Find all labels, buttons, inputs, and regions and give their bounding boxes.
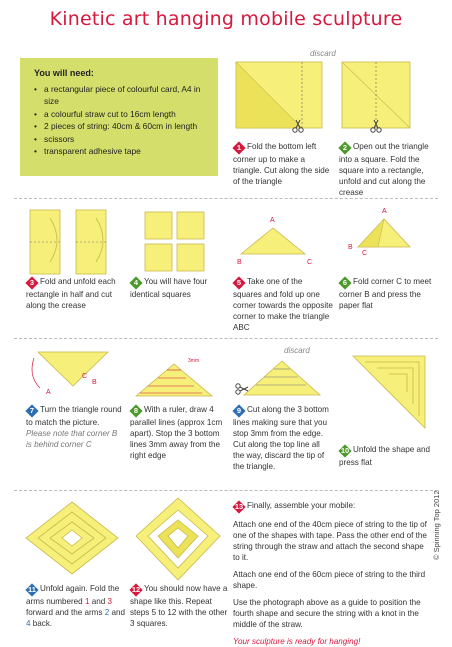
step1-illustration: [230, 48, 336, 138]
arm-number: 4: [26, 619, 31, 628]
step-12: [130, 583, 228, 629]
step4-illustration: [145, 212, 215, 276]
step-text: You will have four identical squares: [130, 277, 208, 299]
discard-label: discard: [310, 49, 336, 58]
step3-illustration: [30, 210, 120, 276]
divider: [14, 490, 438, 491]
paper-triangle: [241, 228, 305, 254]
materials-box: [20, 58, 218, 176]
step-text: back.: [32, 619, 53, 628]
step-text: and: [111, 608, 126, 617]
step-5: [233, 276, 333, 333]
step-13: [233, 500, 429, 647]
step-text: Fold and unfold each rectangle in half and cut along the crease: [26, 277, 116, 310]
copyright-notice: © Spinning Top 2012: [432, 490, 441, 560]
arm-number: 1: [84, 597, 90, 606]
step-text: Take one of the squares and fold up one corner towards the opposite corner to make the triangle ABC: [233, 277, 333, 332]
step-text: Unfold again. Fold the arms numbered: [26, 584, 120, 606]
step2-illustration: [340, 58, 430, 138]
corner-label-c: C: [307, 259, 313, 266]
step-number-badge: 2: [339, 142, 351, 154]
gap-label: 3mm: [188, 358, 200, 364]
final-note: Your sculpture is ready for hanging!: [233, 637, 361, 646]
materials-item: • transparent adhesive tape: [34, 145, 208, 158]
materials-item: • a rectangular piece of colourful card, A4 in size: [34, 83, 208, 108]
corner-label-b: B: [237, 259, 242, 266]
step-number-badge: 4: [130, 277, 142, 289]
discard-label: discard: [284, 346, 310, 355]
step-text: Unfold the shape and press flat: [339, 445, 430, 467]
step-4: [130, 276, 220, 300]
corner-label-c: C: [362, 250, 368, 257]
step-2: [339, 141, 439, 198]
step-number-badge: 7: [26, 405, 38, 417]
materials-item: • a colourful straw cut to 16cm length: [34, 108, 208, 121]
step-number-badge: 6: [339, 277, 351, 289]
step6-illustration: [340, 205, 420, 265]
step-number-badge: 1: [233, 142, 245, 154]
step-note: Please note that corner B is behind corner C: [26, 429, 118, 449]
arm-number: 3: [107, 597, 112, 606]
step-text: You should now have a shape like this. Repeat steps 5 to 12 with the other 3 squares.: [130, 584, 228, 628]
step7-illustration: [28, 348, 118, 398]
corner-label-a: A: [46, 389, 51, 396]
paper-square: [177, 244, 204, 271]
paper-shape: [353, 356, 425, 428]
step-1: [233, 141, 333, 187]
divider: [14, 338, 438, 339]
step5-illustration: [233, 212, 323, 268]
materials-list: [34, 83, 208, 158]
step9-illustration: [232, 345, 332, 403]
corner-label-a: A: [382, 208, 387, 215]
paper-square: [177, 212, 204, 239]
paper-square: [145, 244, 172, 271]
step-number-badge: 13: [234, 502, 244, 511]
step-paragraph: Attach one end of the 60cm piece of string to the third shape.: [233, 570, 426, 590]
step-paragraph: Attach one end of the 40cm piece of string to the tip of one of the shapes with tape. Pass the other end of the string through the straw and attach the second shape to it.: [233, 520, 427, 562]
materials-item: • 2 pieces of string: 40cm & 60cm in length: [34, 120, 208, 133]
paper-triangle: [244, 361, 320, 395]
step-9: [233, 404, 333, 472]
materials-heading: You will need:: [34, 68, 94, 78]
paper-triangle: [38, 352, 108, 386]
step-11: [26, 583, 126, 629]
step-text: Finally, assemble your mobile:: [247, 501, 356, 510]
corner-label-c: C: [82, 373, 88, 380]
step-number-badge: 11: [26, 584, 38, 596]
corner-label-b: B: [348, 244, 353, 251]
step-number-badge: 9: [233, 405, 245, 417]
step-number-badge: 5: [233, 277, 245, 289]
arm-number: 2: [104, 608, 110, 617]
paper-square: [145, 212, 172, 239]
corner-label-a: A: [270, 217, 275, 224]
step-10: [339, 444, 439, 468]
step-number-badge: 8: [130, 405, 142, 417]
step-8: [130, 404, 225, 461]
step-number-badge: 12: [131, 585, 141, 594]
materials-item: • scissors: [34, 133, 208, 146]
step-7: [26, 404, 124, 450]
step11-illustration: [22, 500, 122, 576]
step-text: Turn the triangle round to match the picture.: [26, 405, 122, 427]
step10-illustration: [345, 352, 435, 442]
step-text: Fold the bottom left corner up to make a triangle. Cut along the side of the triangle: [233, 142, 330, 186]
step8-illustration: [130, 360, 220, 402]
step-text: Open out the triangle into a square. Fold the square into a rectangle, unfold and cut along the crease: [339, 142, 429, 197]
step-paragraph: Use the photograph above as a guide to position the fourth shape and secure the string with a knot in the middle of the straw.: [233, 598, 421, 629]
corner-label-b: B: [92, 379, 97, 386]
paper-triangle: [136, 364, 212, 396]
step-number-badge: 10: [340, 446, 350, 455]
step-text: forward and the arms: [26, 608, 103, 617]
step-3: [26, 276, 126, 311]
step-text: Cut along the 3 bottom lines making sure that you stop 3mm from the edge. Cut along the top line all the way, discard the tip of the triangle.: [233, 405, 329, 471]
step-text: Fold corner C to meet corner B and press the paper flat: [339, 277, 432, 310]
divider: [14, 198, 438, 199]
step-text: and: [91, 597, 106, 606]
turn-arrow: [32, 358, 40, 388]
page-title: Kinetic art hanging mobile sculpture: [49, 8, 403, 30]
step-number-badge: 3: [26, 277, 38, 289]
step-text: With a ruler, draw 4 parallel lines (approx 1cm apart). Stop the 3 bottom lines 3mm away from the right edge: [130, 405, 223, 460]
step-6: [339, 276, 439, 311]
step12-illustration: [130, 496, 226, 582]
